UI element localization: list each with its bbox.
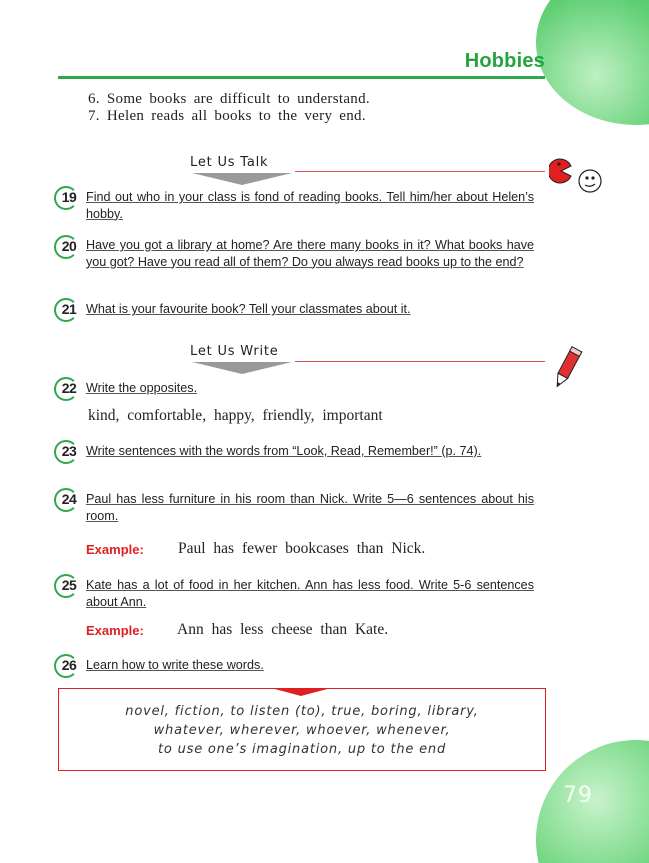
task-20-text: Have you got a library at home? Are there many books in it? What books have you got? Have you read all of them? Do you always read books up to the end? xyxy=(86,238,534,269)
page-title: Hobbies xyxy=(464,50,545,72)
task-22-text: Write the opposites. xyxy=(86,381,198,395)
sentence-6: 6. Some books are difficult to understand. xyxy=(88,91,370,107)
corner-decoration-top xyxy=(536,0,649,125)
example-sentence: Ann has less cheese than Kate. xyxy=(177,621,389,638)
heading-marker xyxy=(192,173,292,185)
task-25-text: Kate has a lot of food in her kitchen. Ann has less food. Write 5-6 sentences about Ann. xyxy=(86,578,534,609)
pencil-icon xyxy=(549,345,585,393)
task-number-22: 22 xyxy=(58,378,80,398)
example-label: Example: xyxy=(86,542,144,557)
task-number-26: 26 xyxy=(58,655,80,675)
task-number-21: 21 xyxy=(58,299,80,319)
task-number-20: 20 xyxy=(58,236,80,256)
word-line-2: whatever, wherever, whoever, whenever, xyxy=(153,723,451,738)
word-line-1: novel, fiction, to listen (to), true, boring, library, xyxy=(125,704,479,719)
word-box-marker xyxy=(271,688,331,696)
task-19-text: Find out who in your class is fond of reading books. Tell him/her about Helen’s hobby. xyxy=(86,190,534,221)
section-rule xyxy=(295,171,545,172)
task-23-text: Write sentences with the words from “Look, Read, Remember!” (p. 74). xyxy=(86,444,482,458)
word-line-3: to use one’s imagination, up to the end xyxy=(158,742,446,757)
task-26-text: Learn how to write these words. xyxy=(86,658,264,672)
sentence-7: 7. Helen reads all books to the very end. xyxy=(88,108,366,124)
section-heading-talk: Let Us Talk xyxy=(190,155,269,170)
section-rule xyxy=(295,361,545,362)
opposites-words: kind, comfortable, happy, friendly, important xyxy=(88,407,383,424)
example-label: Example: xyxy=(86,623,144,638)
section-heading-write: Let Us Write xyxy=(190,344,279,359)
task-number-23: 23 xyxy=(58,441,80,461)
example-sentence: Paul has fewer bookcases than Nick. xyxy=(178,540,426,557)
task-number-25: 25 xyxy=(58,575,80,595)
task-number-24: 24 xyxy=(58,489,80,509)
heading-marker xyxy=(192,362,292,374)
task-number-19: 19 xyxy=(58,187,80,207)
ghost-icon xyxy=(576,167,604,195)
page-number: 79 xyxy=(563,783,593,808)
title-rule xyxy=(58,76,545,79)
task-24-text: Paul has less furniture in his room than Nick. Write 5—6 sentences about his room. xyxy=(86,492,534,523)
task-21-text: What is your favourite book? Tell your classmates about it. xyxy=(86,302,411,316)
